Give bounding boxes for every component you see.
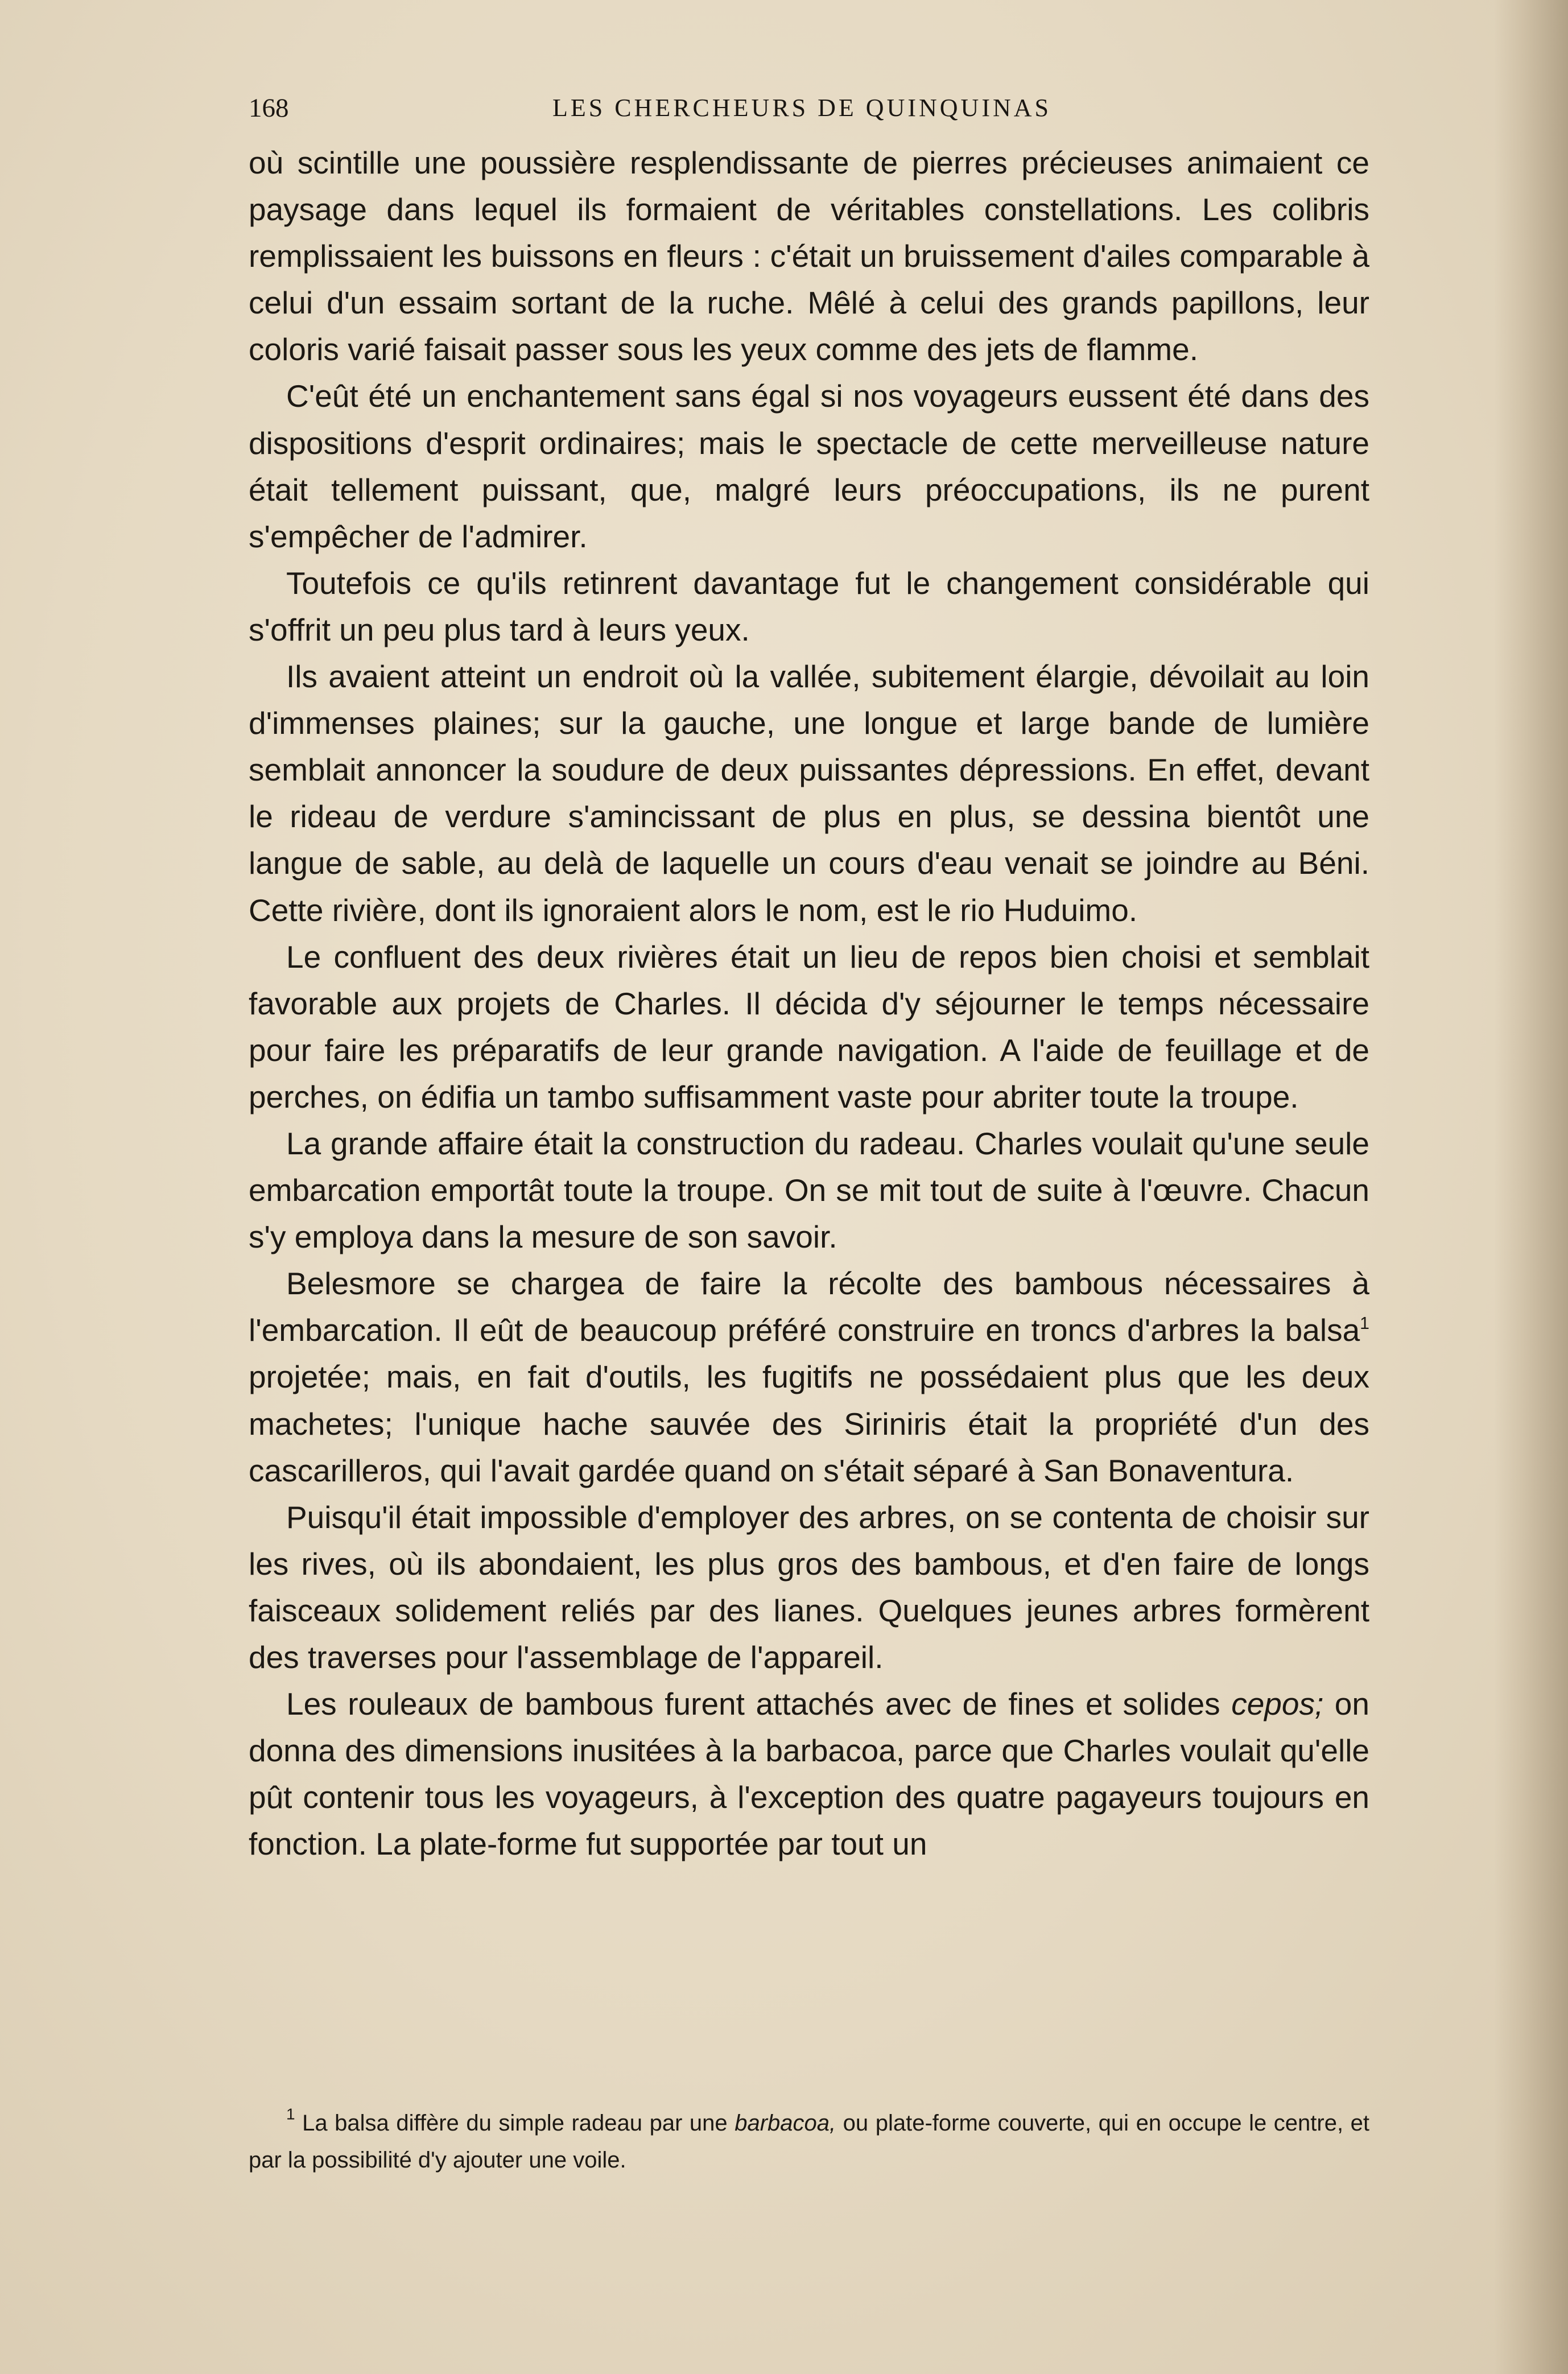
paragraph-4: Ils avaient atteint un endroit où la vallée, subitement élargie, dévoilait au loin d'immenses plaines; sur la gauche, une longue et large bande de lumière semblait annoncer la soudure de deux puissantes dépressions. En effet, devant le rideau de verdure s'amincissant de plus en plus, se dessina bientôt une langue de sable, au delà de laquelle un cours d'eau venait se joindre au Béni. Cette rivière, dont ils ignoraient alors le nom, est le rio Huduimo. (249, 659, 1369, 928)
footnote-text-start: La balsa diffère du simple radeau par une (295, 2111, 735, 2136)
page-edge-shadow (1494, 0, 1568, 2374)
italic-term-cepos: cepos; (1231, 1686, 1324, 1722)
paragraph-1: où scintille une poussière resplendissante de pierres précieuses animaient ce paysage dans lequel ils formaient de véritables constellations. Les colibris remplissaient les buissons en fleurs : c'était un bruissement d'ailes comparable à celui d'un essaim sortant de la ruche. Mêlé à celui des grands papillons, leur coloris varié faisait passer sous les yeux comme des jets de flamme. (249, 145, 1369, 368)
paragraph-6: La grande affaire était la construction du radeau. Charles voulait qu'une seule embarcation emportât toute la troupe. On se mit tout de suite à l'œuvre. Chacun s'y employa dans la mesure de son savoir. (249, 1125, 1369, 1255)
body-text (249, 139, 1369, 1867)
page-number: 168 (249, 93, 289, 123)
paragraph-9-end: on donna des dimensions inusitées à la barbacoa, parce que Charles voulait qu'elle pût contenir tous les voyageurs, à l'exception des quatre pagayeurs toujours en fonction. La plate-forme fut supportée par tout un (249, 1686, 1369, 1862)
running-title: LES CHERCHEURS DE QUINQUINAS (552, 94, 1052, 122)
footnote-text-end: ou plate-forme couverte, qui en occupe le centre, et par la possibilité d'y ajouter une voile. (249, 2111, 1369, 2173)
paragraph-9-start: Les rouleaux de bambous furent attachés avec de fines et solides (286, 1686, 1232, 1722)
footnote-number: 1 (286, 2105, 295, 2123)
paragraph-8: Puisqu'il était impossible d'employer des arbres, on se contenta de choisir sur les rives, où ils abondaient, les plus gros des bambous, et d'en faire de longs faisceaux solidement reliés par des lianes. Quelques jeunes arbres formèrent des traverses pour l'assemblage de l'appareil. (249, 1499, 1369, 1675)
page-header (249, 85, 1355, 131)
italic-term-barbacoa: barbacoa, (735, 2111, 836, 2136)
paragraph-7 (249, 1260, 1369, 1493)
paragraph-9 (249, 1681, 1369, 1867)
paragraph-5: Le confluent des deux rivières était un lieu de repos bien choisi et semblait favorable aux projets de Charles. Il décida d'y séjourner le temps nécessaire pour faire les préparatifs de leur grande navigation. A l'aide de feuillage et de perches, on édifia un tambo suffisamment vaste pour abriter toute la troupe. (249, 939, 1369, 1114)
paragraph-7-end: projetée; mais, en fait d'outils, les fugitifs ne possédaient plus que les deux machetes; l'unique hache sauvée des Siriniris était la propriété d'un des cascarilleros, qui l'avait gardée quand on s'était séparé à San Bonaventura. (249, 1359, 1369, 1488)
paragraph-7-start: Belesmore se chargea de faire la récolte des bambous nécessaires à l'embarcation. Il eût de beaucoup préféré construire en troncs d'arbres la balsa (249, 1266, 1369, 1348)
footnote (249, 2105, 1369, 2179)
paragraph-3: Toutefois ce qu'ils retinrent davantage fut le changement considérable qui s'offrit un peu plus tard à leurs yeux. (249, 565, 1369, 647)
footnote-marker: 1 (1360, 1314, 1369, 1333)
paragraph-2: C'eût été un enchantement sans égal si nos voyageurs eussent été dans des dispositions d'esprit ordinaires; mais le spectacle de cette merveilleuse nature était tellement puissant, que, malgré leurs préoccupations, ils ne purent s'empêcher de l'admirer. (249, 378, 1369, 554)
